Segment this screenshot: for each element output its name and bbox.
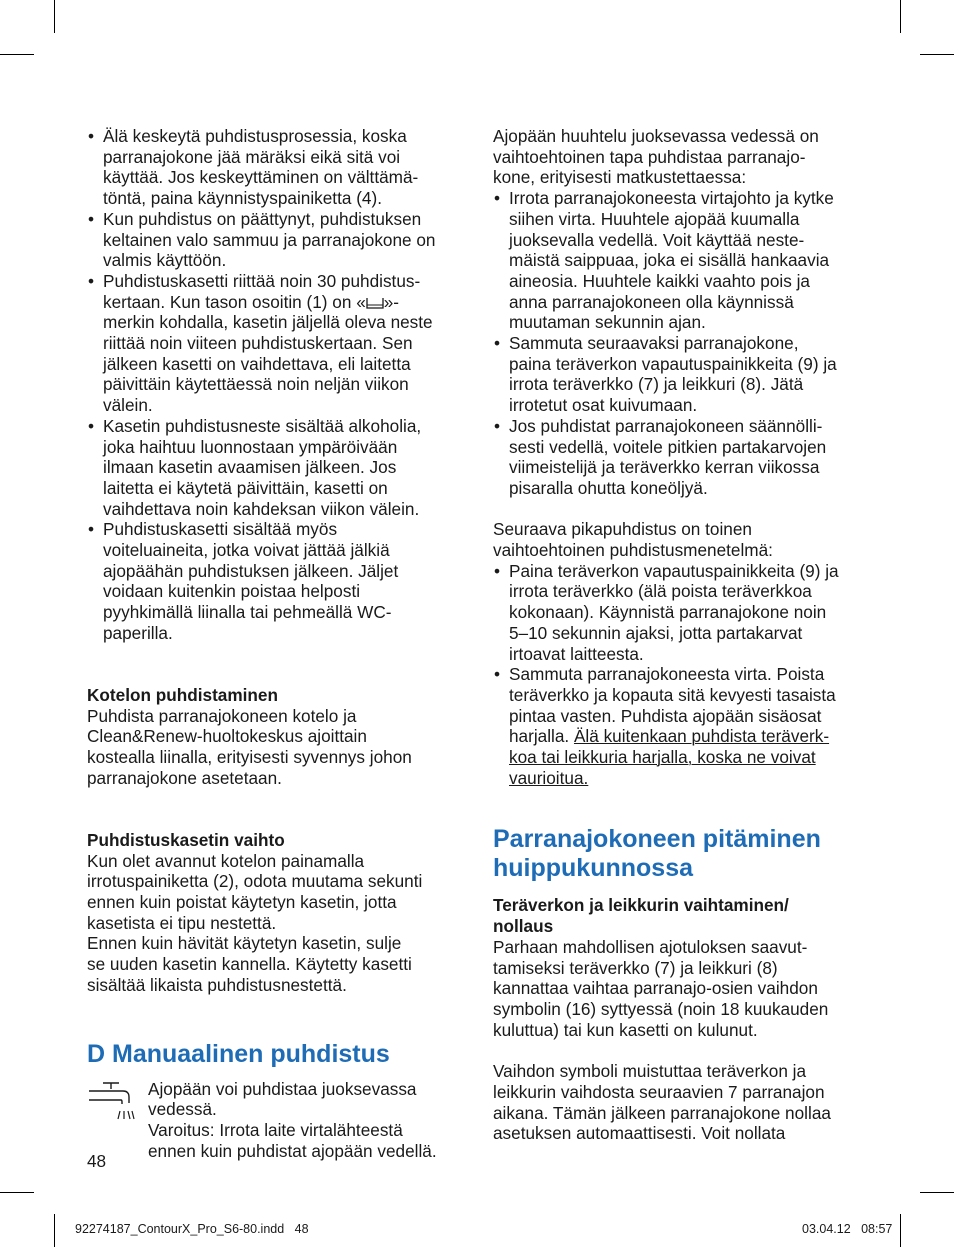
line: Vaihdon symboli muistuttaa teräverkon ja bbox=[493, 1061, 807, 1082]
housing-cleaning-title: Kotelon puhdistaminen bbox=[87, 684, 278, 705]
warning-text: vaurioitua. bbox=[509, 767, 589, 788]
list-item bbox=[87, 416, 462, 520]
line: irrotetut osat kuivumaan. bbox=[509, 395, 698, 416]
crop-mark bbox=[920, 1192, 954, 1193]
list-item bbox=[87, 126, 462, 209]
line: kokonaan). Käynnistä parranajokone noin bbox=[509, 602, 827, 623]
line: vaihtoehtoinen tapa puhdistaa parranajo- bbox=[493, 146, 806, 167]
line: jälkeen kasetti on vaihdettava, eli laitetta bbox=[103, 353, 411, 374]
line: se uuden kasetin kannella. Käytetty kasetti bbox=[87, 954, 412, 975]
footer-file-info: 92274187_ContourX_Pro_S6-80.indd 48 bbox=[75, 1222, 309, 1236]
line: vaihdettava noin kahdeksan viikon välein. bbox=[103, 498, 420, 519]
manual-cleaning-block bbox=[87, 1079, 462, 1162]
line: töntä, paina käynnistyspainiketta (4). bbox=[103, 188, 382, 209]
line: Puhdista parranajokoneen kotelo ja bbox=[87, 705, 357, 726]
page-number: 48 bbox=[87, 1151, 107, 1171]
line: kuluttua) tai kun kasetti on kulunut. bbox=[493, 1019, 758, 1040]
line: pyyhkimällä liinalla tai pehmeällä WC- bbox=[103, 602, 392, 623]
line: anna parranajokoneen olla käynnissä bbox=[509, 291, 794, 312]
heading-line: huippukunnossa bbox=[493, 854, 693, 883]
line: • Älä keskeytä puhdistusprosessia, koska bbox=[103, 126, 407, 146]
line: Ajopään voi puhdistaa juoksevassa bbox=[148, 1078, 417, 1099]
line: teräverkko ja kopauta sitä kevyesti tasaista bbox=[509, 684, 836, 705]
line: siihen virta. Huuhtele ajopää kuumalla bbox=[509, 208, 800, 229]
line: • Irrota parranajokoneesta virtajohto ja kytke bbox=[509, 188, 834, 209]
line: laitetta ei käytetä päivittäin, kasetti on bbox=[103, 477, 388, 498]
line: asetuksen automaattisesti. Voit nollata bbox=[493, 1123, 786, 1144]
line: Teräverkon ja leikkurin vaihtaminen/ bbox=[493, 895, 789, 916]
line: • Kun puhdistus on päättynyt, puhdistuksen bbox=[103, 208, 422, 229]
line: • Puhdistuskasetti riittää noin 30 puhdistus- bbox=[103, 270, 421, 291]
housing-cleaning-text bbox=[87, 706, 462, 789]
line: pisaralla ohutta koneöljyä. bbox=[509, 477, 708, 498]
line: paperilla. bbox=[103, 622, 173, 643]
quick-clean-list bbox=[493, 561, 865, 789]
list-item bbox=[493, 561, 865, 665]
line bbox=[103, 292, 462, 313]
line: vaihtoehtoinen puhdistusmenetelmä: bbox=[493, 540, 773, 561]
line: 5–10 sekunnin ajaksi, jotta partakarvat bbox=[509, 622, 803, 643]
line: • Sammuta parranajokoneesta virta. Poista bbox=[509, 664, 825, 685]
line: irrotuspainiketta (2), odota muutama sekunti bbox=[87, 871, 423, 892]
line: • Puhdistuskasetti sisältää myös bbox=[103, 519, 338, 540]
line: sisältää likaista puhdistusnestettä. bbox=[87, 974, 347, 995]
symbol-reminder-text bbox=[493, 1061, 865, 1144]
line: kasetista ei tipu nestettä. bbox=[87, 912, 277, 933]
line: Parhaan mahdollisen ajotuloksen saavut- bbox=[493, 936, 808, 957]
line: pintaa vasten. Puhdista ajopään sisäosat bbox=[509, 705, 822, 726]
line: vedessä. bbox=[148, 1099, 217, 1120]
rinse-steps-list bbox=[493, 188, 865, 499]
crop-mark bbox=[0, 54, 34, 55]
text: »- bbox=[383, 291, 400, 312]
line: ilmaan kasetin avaamisen jälkeen. Jos bbox=[103, 457, 397, 478]
line: käyttää. Jos keskeyttäminen on välttämä- bbox=[103, 167, 419, 188]
line: Ennen kuin hävität käytetyn kasetin, sulje bbox=[87, 933, 402, 954]
line: leikkurin vaihdosta seuraavien 7 parranajon bbox=[493, 1081, 825, 1102]
line: sesti vedellä, voitele pitkien partakarvojen bbox=[509, 436, 827, 457]
cleaning-notes-list bbox=[87, 126, 462, 644]
line: viimeistelijä ja teräverkko kerran viikossa bbox=[509, 457, 820, 478]
line: • Paina teräverkon vapautuspainikkeita (9) ja bbox=[509, 560, 839, 581]
line: Clean&Renew-huoltokeskus ajoittain bbox=[87, 726, 367, 747]
crop-mark bbox=[54, 0, 55, 33]
right-column bbox=[493, 126, 865, 1144]
replacement-text bbox=[493, 937, 865, 1041]
line: juoksevalla vedellä. Voit käyttää neste- bbox=[509, 229, 805, 250]
text: harjalla. bbox=[509, 726, 574, 747]
crop-mark bbox=[920, 54, 954, 55]
line: riittää noin viiteen puhdistuskertaan. Sen bbox=[103, 333, 413, 354]
line: voiteluaineita, jotka voivat jättää jälkiä bbox=[103, 540, 390, 561]
warning-text: koa tai leikkuria harjalla, koska ne voivat bbox=[509, 747, 816, 768]
list-item bbox=[87, 271, 462, 416]
line: voidaan kuitenkin poistaa helposti bbox=[103, 581, 361, 602]
line: keltainen valo sammuu ja parranajokone on bbox=[103, 229, 436, 250]
line: paina teräverkon vapautuspainikkeita (9) ja bbox=[509, 353, 837, 374]
list-item bbox=[493, 188, 865, 333]
line: valmis käyttöön. bbox=[103, 250, 227, 271]
line: ennen kuin poistat käytetyn kasetin, jotta bbox=[87, 891, 397, 912]
line: merkin kohdalla, kasetin jäljellä oleva neste bbox=[103, 312, 433, 333]
line: kone, erityisesti matkustettaessa: bbox=[493, 167, 747, 188]
line: • Jos puhdistat parranajokoneen säännölli- bbox=[509, 415, 823, 436]
line bbox=[509, 726, 865, 747]
warning-text: Älä kuitenkaan puhdista teräverk- bbox=[573, 726, 830, 747]
line: Varoitus: Irrota laite virtalähteestä bbox=[148, 1119, 403, 1140]
rinse-intro bbox=[493, 126, 865, 188]
line: • Kasetin puhdistusneste sisältää alkoholia, bbox=[103, 415, 422, 436]
line: päivittäin käytettäessä noin neljän viikon bbox=[103, 374, 409, 395]
quick-clean-intro bbox=[493, 519, 865, 560]
line: irrota teräverkko (älä poista teräverkkoa bbox=[509, 581, 812, 602]
list-item bbox=[493, 664, 865, 788]
line: kannattaa vaihtaa parranajo-osien vaihdon bbox=[493, 978, 818, 999]
list-item bbox=[493, 416, 865, 499]
text: kertaan. Kun tason osoitin (1) on « bbox=[103, 291, 366, 312]
crop-mark bbox=[0, 1192, 34, 1193]
crop-mark bbox=[900, 0, 901, 33]
line: aineosia. Huuhtele kaikki vaahto pois ja bbox=[509, 270, 810, 291]
line: tamiseksi teräverkko (7) ja leikkuri (8) bbox=[493, 957, 778, 978]
line: ennen kuin puhdistat ajopään vedellä. bbox=[148, 1140, 437, 1161]
manual-cleaning-text bbox=[148, 1079, 462, 1162]
manual-cleaning-heading: D Manuaalinen puhdistus bbox=[87, 1039, 390, 1068]
line: Seuraava pikapuhdistus on toinen bbox=[493, 519, 752, 540]
line: muutaman sekunnin ajan. bbox=[509, 312, 706, 333]
left-column bbox=[87, 126, 462, 1161]
crop-mark bbox=[900, 1214, 901, 1247]
crop-mark bbox=[54, 1214, 55, 1247]
line: Ajopään huuhtelu juoksevassa vedessä on bbox=[493, 126, 819, 146]
line: kostealla liinalla, erityisesti syvennys johon bbox=[87, 747, 412, 768]
line: välein. bbox=[103, 395, 153, 416]
line: aikana. Tämän jälkeen parranajokone nollaa bbox=[493, 1102, 831, 1123]
line: ajopäähän puhdistuksen jälkeen. Jäljet bbox=[103, 560, 399, 581]
list-item bbox=[87, 209, 462, 271]
cartridge-replacement-text bbox=[87, 851, 462, 996]
line: irrota teräverkko (7) ja leikkuri (8). Jätä bbox=[509, 374, 804, 395]
list-item bbox=[493, 333, 865, 416]
line: parranajokone asetetaan. bbox=[87, 767, 282, 788]
line: irtoavat laitteesta. bbox=[509, 643, 644, 664]
line: joka haihtuu luonnostaan ympäröivään bbox=[103, 436, 398, 457]
maintenance-heading bbox=[493, 825, 865, 883]
cartridge-replacement-title: Puhdistuskasetin vaihto bbox=[87, 829, 285, 850]
line: symbolin (16) syttyessä (noin 18 kuukauden bbox=[493, 999, 829, 1019]
tank-level-icon bbox=[366, 297, 384, 309]
line: nollaus bbox=[493, 916, 554, 937]
list-item bbox=[87, 519, 462, 643]
line: mäistä saippuaa, joka ei sisällä hankaavia bbox=[509, 250, 830, 271]
heading-line: Parranajokoneen pitäminen bbox=[493, 825, 821, 854]
replacement-subheading bbox=[493, 895, 865, 936]
footer-timestamp: 03.04.12 08:57 bbox=[802, 1222, 893, 1236]
line: Kun olet avannut kotelon painamalla bbox=[87, 850, 365, 871]
tap-water-icon bbox=[87, 1081, 137, 1127]
line: parranajokone jää märäksi eikä sitä voi bbox=[103, 146, 401, 167]
line: • Sammuta seuraavaksi parranajokone, bbox=[509, 333, 799, 354]
